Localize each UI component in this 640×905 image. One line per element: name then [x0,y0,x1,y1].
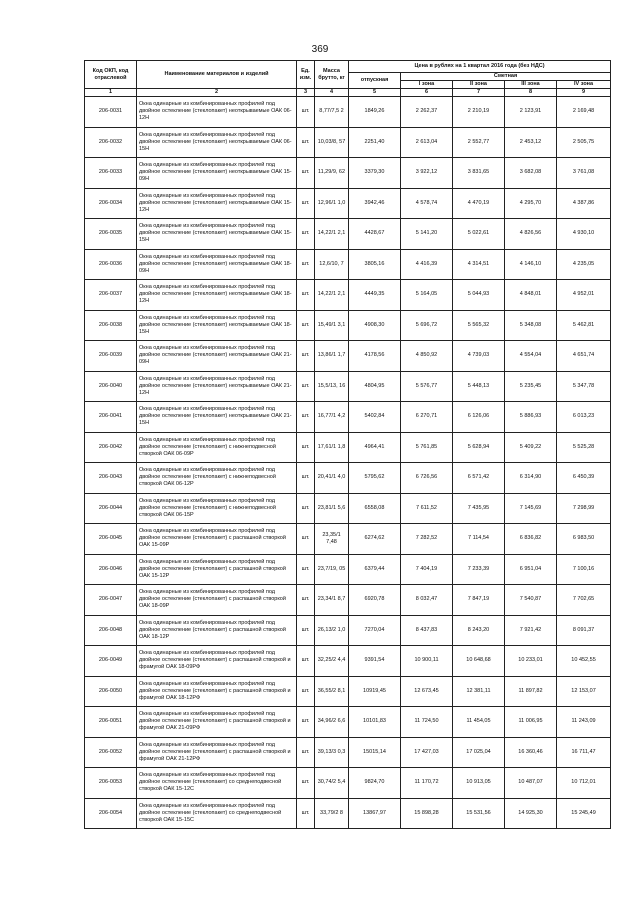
row-release-price: 6558,08 [349,493,401,524]
row-zone3-price: 7 540,87 [505,585,557,616]
row-name: Окна одинарные из комбинированных профилей под двойное остекление (стеклопакет) неоткрываемые ОАК 15-09Н [137,158,297,189]
row-mass: 23,35/1 7,48 [315,524,349,555]
header-zone2: II зона [453,81,505,89]
row-zone1-price: 5 576,77 [401,371,453,402]
row-code: 206-0032 [85,127,137,158]
row-zone3-price: 4 146,10 [505,249,557,280]
header-unit: Ед. изм. [297,61,315,89]
row-zone1-price: 15 898,28 [401,798,453,829]
row-name: Окна одинарные из комбинированных профилей под двойное остекление (стеклопакет) с распашной створкой ОАК 18-09Р [137,585,297,616]
row-mass: 14,22/1 2,1 [315,219,349,250]
row-release-price: 7270,04 [349,615,401,646]
row-unit: шт. [297,249,315,280]
header-release: отпускная [349,73,401,89]
row-name: Окна одинарные из комбинированных профилей под двойное остекление (стеклопакет) неоткрываемые ОАК 18-15Н [137,310,297,341]
row-unit: шт. [297,707,315,738]
row-release-price: 4178,56 [349,341,401,372]
row-zone3-price: 4 848,01 [505,280,557,311]
row-code: 206-0054 [85,798,137,829]
row-release-price: 10101,83 [349,707,401,738]
row-zone1-price: 7 611,52 [401,493,453,524]
row-unit: шт. [297,219,315,250]
row-zone1-price: 2 262,37 [401,97,453,128]
row-unit: шт. [297,676,315,707]
header-price-group: Цена в рублях на 1 квартал 2016 года (без НДС) [349,61,611,73]
row-zone1-price: 11 170,72 [401,768,453,799]
row-mass: 15,49/1 3,1 [315,310,349,341]
row-unit: шт. [297,585,315,616]
column-numbers-row [85,89,611,97]
header-zone4: IV зона [557,81,611,89]
row-release-price: 10919,45 [349,676,401,707]
row-unit: шт. [297,615,315,646]
row-mass: 13,86/1 1,7 [315,341,349,372]
row-mass: 30,74/2 5,4 [315,768,349,799]
row-code: 206-0051 [85,707,137,738]
row-zone2-price: 4 314,51 [453,249,505,280]
row-code: 206-0039 [85,341,137,372]
row-zone4-price: 16 711,47 [557,737,611,768]
table-row [85,463,611,494]
row-unit: шт. [297,737,315,768]
row-zone2-price: 7 233,39 [453,554,505,585]
row-zone4-price: 6 983,50 [557,524,611,555]
row-name: Окна одинарные из комбинированных профилей под двойное остекление (стеклопакет) неоткрываемые ОАК 21-09Н [137,341,297,372]
row-name: Окна одинарные из комбинированных профилей под двойное остекление (стеклопакет) неоткрываемые ОАК 21-15Н [137,402,297,433]
row-zone4-price: 5 462,81 [557,310,611,341]
table-row [85,585,611,616]
row-release-price: 4804,95 [349,371,401,402]
row-unit: шт. [297,280,315,311]
row-zone4-price: 4 651,74 [557,341,611,372]
row-name: Окна одинарные из комбинированных профилей под двойное остекление (стеклопакет) неоткрываемые ОАК 21-12Н [137,371,297,402]
row-name: Окна одинарные из комбинированных профилей под двойное остекление (стеклопакет) с распашной створкой и фрамугой ОАК 21-12РФ [137,737,297,768]
row-name: Окна одинарные из комбинированных профилей под двойное остекление (стеклопакет) с распашной створкой и фрамугой ОАК 18-12РФ [137,676,297,707]
row-zone2-price: 7 435,95 [453,493,505,524]
row-mass: 33,79/2 8 [315,798,349,829]
row-mass: 23,34/1 8,7 [315,585,349,616]
row-zone1-price: 3 922,12 [401,158,453,189]
row-name: Окна одинарные из комбинированных профилей под двойное остекление (стеклопакет) с нижнеподвесной створкой ОАК 06-12Р [137,463,297,494]
row-unit: шт. [297,432,315,463]
row-release-price: 3942,46 [349,188,401,219]
row-zone1-price: 7 282,52 [401,524,453,555]
row-name: Окна одинарные из комбинированных профилей под двойное остекление (стеклопакет) с распашной створкой ОАК 15-12Р [137,554,297,585]
row-zone2-price: 6 571,42 [453,463,505,494]
row-zone3-price: 4 554,04 [505,341,557,372]
row-zone3-price: 5 235,45 [505,371,557,402]
row-name: Окна одинарные из комбинированных профилей под двойное остекление (стеклопакет) неоткрываемые ОАК 18-12Н [137,280,297,311]
table-row [85,127,611,158]
column-number: 8 [505,89,557,97]
row-unit: шт. [297,127,315,158]
row-zone1-price: 10 900,11 [401,646,453,677]
column-number: 4 [315,89,349,97]
row-code: 206-0040 [85,371,137,402]
row-zone3-price: 5 348,08 [505,310,557,341]
row-code: 206-0045 [85,524,137,555]
row-zone1-price: 6 726,56 [401,463,453,494]
row-name: Окна одинарные из комбинированных профилей под двойное остекление (стеклопакет) неоткрываемые ОАК 15-15Н [137,219,297,250]
table-row [85,249,611,280]
row-mass: 11,29/9, 62 [315,158,349,189]
row-unit: шт. [297,310,315,341]
row-mass: 12,96/1 1,0 [315,188,349,219]
table-row [85,219,611,250]
row-release-price: 9824,70 [349,768,401,799]
row-name: Окна одинарные из комбинированных профилей под двойное остекление (стеклопакет) с распашной створкой и фрамугой ОАК 21-09РФ [137,707,297,738]
row-mass: 26,13/2 1,0 [315,615,349,646]
row-zone3-price: 2 453,12 [505,127,557,158]
row-zone4-price: 7 702,65 [557,585,611,616]
row-zone1-price: 5 696,72 [401,310,453,341]
row-zone2-price: 6 126,06 [453,402,505,433]
row-code: 206-0049 [85,646,137,677]
row-name: Окна одинарные из комбинированных профилей под двойное остекление (стеклопакет) с распашной створкой и фрамугой ОАК 18-09РФ [137,646,297,677]
row-zone2-price: 17 025,04 [453,737,505,768]
row-zone2-price: 3 831,65 [453,158,505,189]
column-number: 5 [349,89,401,97]
row-zone4-price: 4 235,05 [557,249,611,280]
row-zone3-price: 10 487,07 [505,768,557,799]
row-name: Окна одинарные из комбинированных профилей под двойное остекление (стеклопакет) неоткрываемые ОАК 06-15Н [137,127,297,158]
row-name: Окна одинарные из комбинированных профилей под двойное остекление (стеклопакет) со среднеподвесной створкой ОАК 15-12С [137,768,297,799]
row-code: 206-0037 [85,280,137,311]
row-name: Окна одинарные из комбинированных профилей под двойное остекление (стеклопакет) с нижнеподвесной створкой ОАК 06-09Р [137,432,297,463]
row-mass: 23,7/19, 05 [315,554,349,585]
table-row [85,188,611,219]
row-name: Окна одинарные из комбинированных профилей под двойное остекление (стеклопакет) с распашной створкой ОАК 15-09Р [137,524,297,555]
row-zone4-price: 7 298,99 [557,493,611,524]
row-zone1-price: 4 850,92 [401,341,453,372]
row-zone2-price: 12 381,11 [453,676,505,707]
row-mass: 17,61/1 1,8 [315,432,349,463]
row-zone2-price: 7 114,54 [453,524,505,555]
table-row [85,432,611,463]
row-zone3-price: 6 314,90 [505,463,557,494]
row-zone2-price: 5 044,93 [453,280,505,311]
row-unit: шт. [297,97,315,128]
row-code: 206-0036 [85,249,137,280]
column-number: 6 [401,89,453,97]
row-unit: шт. [297,493,315,524]
row-release-price: 6379,44 [349,554,401,585]
row-zone3-price: 5 409,22 [505,432,557,463]
column-number: 1 [85,89,137,97]
row-code: 206-0052 [85,737,137,768]
row-name: Окна одинарные из комбинированных профилей под двойное остекление (стеклопакет) неоткрываемые ОАК 15-12Н [137,188,297,219]
row-zone1-price: 2 613,04 [401,127,453,158]
row-zone3-price: 11 897,82 [505,676,557,707]
row-release-price: 3805,16 [349,249,401,280]
row-mass: 34,96/2 6,6 [315,707,349,738]
row-zone3-price: 4 826,56 [505,219,557,250]
row-zone1-price: 17 427,03 [401,737,453,768]
row-mass: 16,77/1 4,2 [315,402,349,433]
table-row [85,707,611,738]
row-zone4-price: 2 505,75 [557,127,611,158]
row-zone3-price: 16 360,46 [505,737,557,768]
row-name: Окна одинарные из комбинированных профилей под двойное остекление (стеклопакет) с нижнеподвесной створкой ОАК 06-15Р [137,493,297,524]
table-row [85,554,611,585]
row-zone4-price: 6 013,23 [557,402,611,433]
table-row [85,402,611,433]
row-unit: шт. [297,524,315,555]
row-unit: шт. [297,463,315,494]
row-code: 206-0043 [85,463,137,494]
row-mass: 23,81/1 5,6 [315,493,349,524]
row-zone2-price: 10 913,05 [453,768,505,799]
header-zone3: III зона [505,81,557,89]
row-zone4-price: 4 387,86 [557,188,611,219]
table-row [85,676,611,707]
row-zone3-price: 7 145,69 [505,493,557,524]
row-code: 206-0046 [85,554,137,585]
row-zone4-price: 15 245,49 [557,798,611,829]
row-zone1-price: 8 032,47 [401,585,453,616]
row-zone2-price: 4 739,03 [453,341,505,372]
row-zone4-price: 3 761,08 [557,158,611,189]
row-zone2-price: 11 454,05 [453,707,505,738]
table-row [85,493,611,524]
row-mass: 32,25/2 4,4 [315,646,349,677]
row-code: 206-0047 [85,585,137,616]
table-row [85,524,611,555]
row-zone1-price: 11 724,50 [401,707,453,738]
header-estimate: Сметная [401,73,611,81]
table-row [85,97,611,128]
header-mass: Масса брутто, кг [315,61,349,89]
row-release-price: 4449,35 [349,280,401,311]
header-name: Наименование материалов и изделий [137,61,297,89]
row-zone4-price: 5 525,28 [557,432,611,463]
row-zone3-price: 7 921,42 [505,615,557,646]
row-name: Окна одинарные из комбинированных профилей под двойное остекление (стеклопакет) со среднеподвесной створкой ОАК 15-15С [137,798,297,829]
row-zone2-price: 5 022,61 [453,219,505,250]
row-unit: шт. [297,341,315,372]
row-zone3-price: 10 233,01 [505,646,557,677]
table-row [85,341,611,372]
row-release-price: 2251,40 [349,127,401,158]
page-number: 369 [311,44,329,55]
row-zone2-price: 8 243,20 [453,615,505,646]
row-unit: шт. [297,371,315,402]
row-zone4-price: 4 930,10 [557,219,611,250]
row-mass: 36,55/2 8,1 [315,676,349,707]
row-release-price: 9391,54 [349,646,401,677]
row-release-price: 6920,78 [349,585,401,616]
row-code: 206-0038 [85,310,137,341]
table-row [85,646,611,677]
row-zone2-price: 4 470,19 [453,188,505,219]
row-zone4-price: 4 952,01 [557,280,611,311]
row-code: 206-0050 [85,676,137,707]
row-release-price: 5402,84 [349,402,401,433]
row-name: Окна одинарные из комбинированных профилей под двойное остекление (стеклопакет) с распашной створкой ОАК 18-12Р [137,615,297,646]
column-number: 2 [137,89,297,97]
table-body [85,97,611,829]
row-mass: 20,41/1 4,0 [315,463,349,494]
row-unit: шт. [297,402,315,433]
row-release-price: 13867,97 [349,798,401,829]
row-zone2-price: 5 565,32 [453,310,505,341]
row-release-price: 1849,26 [349,97,401,128]
table-row [85,280,611,311]
row-release-price: 4908,30 [349,310,401,341]
row-zone4-price: 2 169,48 [557,97,611,128]
row-zone1-price: 7 404,19 [401,554,453,585]
row-mass: 15,5/13, 16 [315,371,349,402]
row-code: 206-0035 [85,219,137,250]
row-release-price: 4964,41 [349,432,401,463]
row-code: 206-0053 [85,768,137,799]
row-zone4-price: 10 452,55 [557,646,611,677]
column-number: 3 [297,89,315,97]
row-zone1-price: 8 437,83 [401,615,453,646]
table-row [85,158,611,189]
row-zone3-price: 11 006,95 [505,707,557,738]
row-zone4-price: 12 153,07 [557,676,611,707]
table-row [85,768,611,799]
row-code: 206-0042 [85,432,137,463]
row-zone3-price: 5 886,93 [505,402,557,433]
row-unit: шт. [297,158,315,189]
row-unit: шт. [297,188,315,219]
table-row [85,615,611,646]
row-code: 206-0031 [85,97,137,128]
row-mass: 39,13/3 0,3 [315,737,349,768]
row-unit: шт. [297,768,315,799]
row-zone1-price: 5 141,20 [401,219,453,250]
row-release-price: 5795,62 [349,463,401,494]
row-zone1-price: 5 164,05 [401,280,453,311]
row-zone4-price: 11 243,09 [557,707,611,738]
price-table [84,60,611,829]
row-unit: шт. [297,646,315,677]
table-row [85,798,611,829]
column-number: 7 [453,89,505,97]
row-zone2-price: 10 648,68 [453,646,505,677]
row-code: 206-0041 [85,402,137,433]
row-zone1-price: 6 270,71 [401,402,453,433]
row-unit: шт. [297,798,315,829]
row-name: Окна одинарные из комбинированных профилей под двойное остекление (стеклопакет) неоткрываемые ОАК 06-12Н [137,97,297,128]
row-zone3-price: 4 295,70 [505,188,557,219]
header-code: Код ОКП, код отраслевой [85,61,137,89]
row-zone3-price: 2 123,91 [505,97,557,128]
table-row [85,371,611,402]
row-zone1-price: 5 761,85 [401,432,453,463]
row-mass: 14,22/1 2,1 [315,280,349,311]
row-zone1-price: 4 416,39 [401,249,453,280]
row-zone2-price: 2 210,19 [453,97,505,128]
row-release-price: 15015,14 [349,737,401,768]
row-zone4-price: 6 450,39 [557,463,611,494]
row-code: 206-0044 [85,493,137,524]
row-release-price: 4428,67 [349,219,401,250]
row-zone4-price: 10 712,01 [557,768,611,799]
table-row [85,310,611,341]
row-code: 206-0034 [85,188,137,219]
row-zone3-price: 14 925,30 [505,798,557,829]
row-zone3-price: 6 951,04 [505,554,557,585]
row-zone3-price: 3 682,08 [505,158,557,189]
row-zone4-price: 5 347,78 [557,371,611,402]
column-number: 9 [557,89,611,97]
row-unit: шт. [297,554,315,585]
row-zone2-price: 5 448,13 [453,371,505,402]
row-release-price: 6274,62 [349,524,401,555]
header-zone1: I зона [401,81,453,89]
row-mass: 8,77/7,5 2 [315,97,349,128]
row-mass: 12,6/10, 7 [315,249,349,280]
row-zone4-price: 8 091,37 [557,615,611,646]
row-zone2-price: 15 531,56 [453,798,505,829]
row-release-price: 3379,30 [349,158,401,189]
row-zone2-price: 5 628,94 [453,432,505,463]
row-zone1-price: 12 673,45 [401,676,453,707]
row-mass: 10,03/8, 57 [315,127,349,158]
row-name: Окна одинарные из комбинированных профилей под двойное остекление (стеклопакет) неоткрываемые ОАК 18-09Н [137,249,297,280]
row-code: 206-0033 [85,158,137,189]
row-code: 206-0048 [85,615,137,646]
row-zone4-price: 7 100,16 [557,554,611,585]
row-zone2-price: 7 847,19 [453,585,505,616]
table-row [85,737,611,768]
row-zone2-price: 2 552,77 [453,127,505,158]
row-zone1-price: 4 578,74 [401,188,453,219]
row-zone3-price: 6 836,82 [505,524,557,555]
